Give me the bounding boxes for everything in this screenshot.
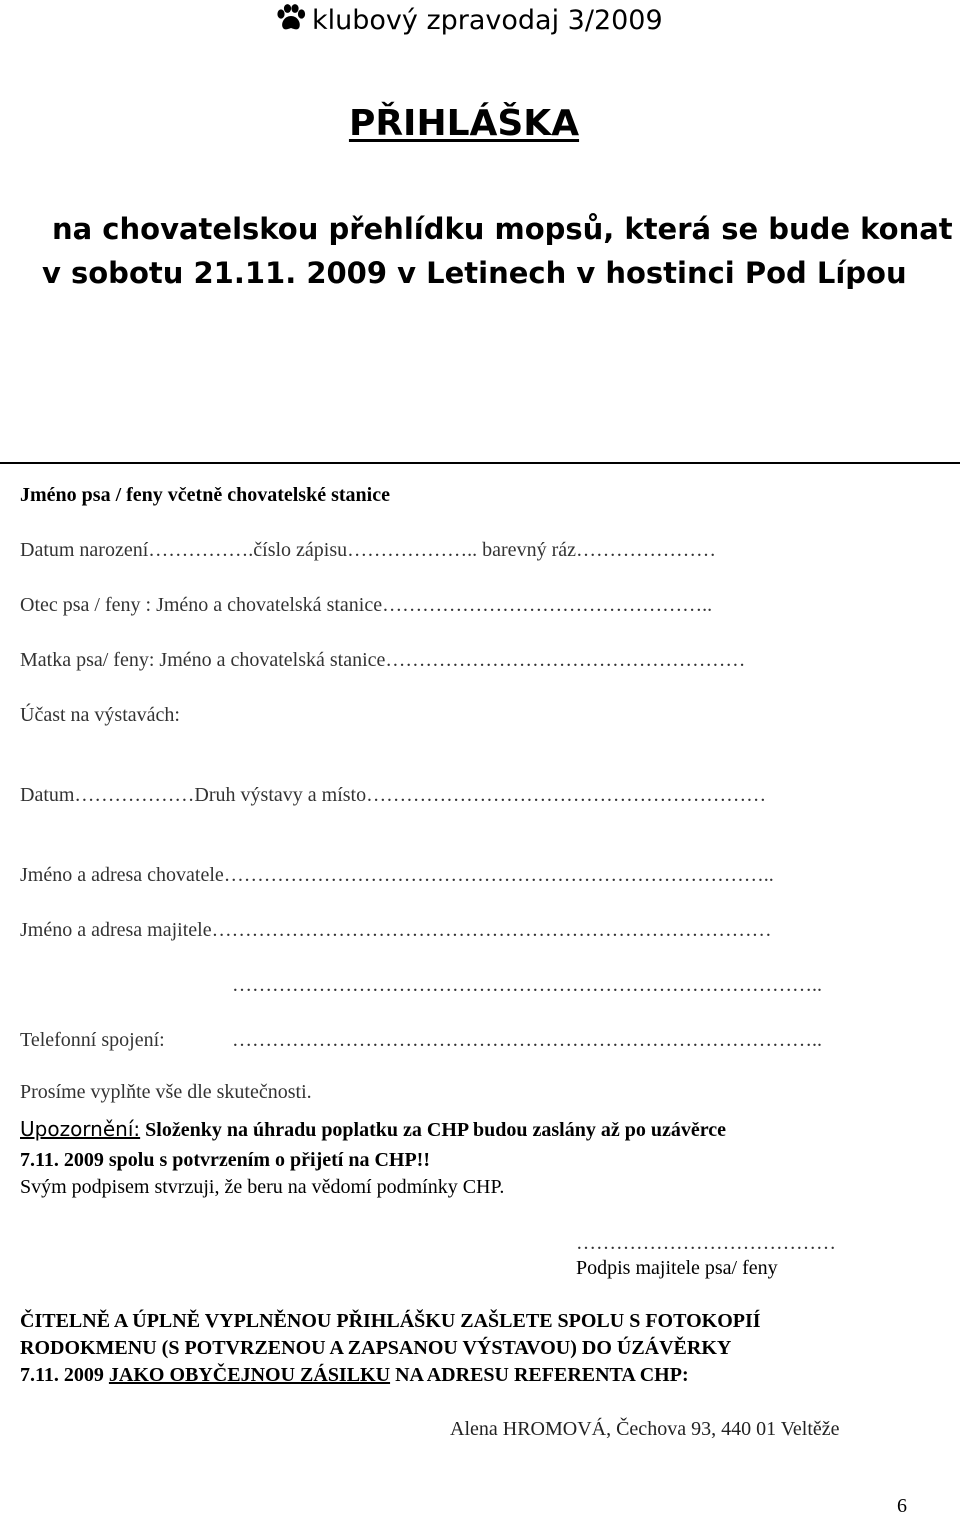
consent-text: Svým podpisem stvrzuji, že beru na vědomí podmínky CHP.: [20, 1176, 505, 1198]
phone-label: Telefonní spojení:: [20, 1029, 165, 1051]
instructions-line-3: 7.11. 2009 JAKO OBYČEJNOU ZÁSILKU NA ADRESU REFERENTA CHP:: [20, 1364, 689, 1386]
owner-field-continued: ……………………………………………………………………………..: [232, 974, 822, 996]
notice-text-1: Složenky na úhradu poplatku za CHP budou zaslány až po uzávěrce: [145, 1119, 726, 1141]
shows-label: Účast na výstavách:: [20, 704, 180, 726]
owner-field: Jméno a adresa majitele…………………………………………………………………………: [20, 919, 772, 941]
signature-label: Podpis majitele psa/ feny: [576, 1257, 778, 1279]
page-number: 6: [897, 1495, 907, 1517]
mother-field: Matka psa/ feny: Jméno a chovatelská stanice………………………………………………: [20, 649, 746, 671]
header-text: klubový zpravodaj 3/2009: [312, 5, 663, 36]
subtitle-line-1: na chovatelskou přehlídku mopsů, která se bude konat: [52, 212, 953, 246]
birth-field: Datum narození…………….číslo zápisu……………….. barevný ráz…………………: [20, 539, 716, 561]
notice-label: Upozornění:: [20, 1117, 141, 1141]
divider: [0, 462, 960, 464]
referent-address: Alena HROMOVÁ, Čechova 93, 440 01 Veltěže: [450, 1418, 840, 1440]
subtitle-line-2: v sobotu 21.11. 2009 v Letinech v hostinci Pod Lípou: [42, 256, 907, 290]
phone-field: ……………………………………………………………………………..: [232, 1029, 822, 1051]
breeder-field: Jméno a adresa chovatele………………………………………………………………………..: [20, 864, 774, 886]
newsletter-header: [276, 4, 663, 36]
instructions-underlined: JAKO OBYČEJNOU ZÁSILKU: [108, 1364, 391, 1386]
shows-field: Datum………………Druh výstavy a místo……………………………………………………: [20, 784, 767, 806]
notice-line-2: 7.11. 2009 spolu s potvrzením o přijetí na CHP!!: [20, 1149, 430, 1171]
instructions-line-1: ČITELNĚ A ÚPLNĚ VYPLNĚNOU PŘIHLÁŠKU ZAŠLETE SPOLU S FOTOKOPIÍ: [20, 1310, 761, 1332]
father-field: Otec psa / feny : Jméno a chovatelská stanice…………………………………………..: [20, 594, 713, 616]
instructions-line-2: RODOKMENU (S POTVRZENOU A ZAPSANOU VÝSTAVOU) DO ÚZÁVĚRKY: [20, 1337, 732, 1359]
page-title: PŘIHLÁŠKA: [348, 103, 580, 144]
dog-name-field: Jméno psa / feny včetně chovatelské stanice: [20, 484, 390, 506]
paw-print-icon: [276, 4, 306, 32]
signature-line: …………………………………: [576, 1232, 836, 1254]
please-note: Prosíme vyplňte vše dle skutečnosti.: [20, 1081, 312, 1103]
notice-line-1: [20, 1117, 726, 1142]
